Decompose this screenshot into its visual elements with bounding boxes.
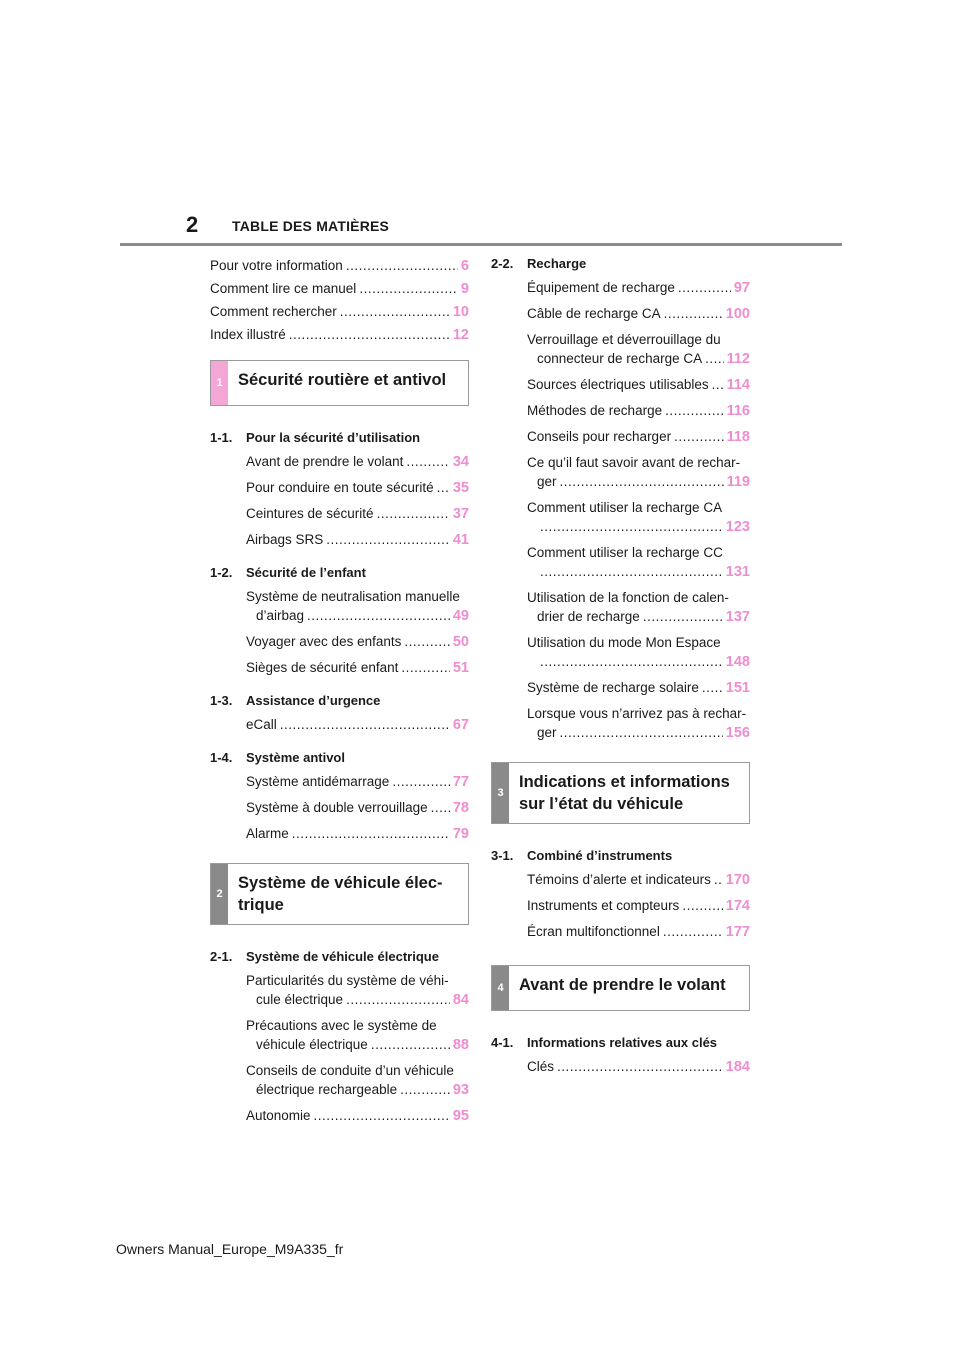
dot-leader (400, 1080, 450, 1099)
toc-entry[interactable] (491, 675, 750, 701)
dot-leader (371, 1035, 450, 1054)
entry-title: Témoins d’alerte et indicateurs (527, 872, 711, 887)
section-number: 2-1. (210, 949, 233, 964)
dot-leader (557, 1057, 723, 1076)
entry-title-line1: Particularités du système de véhi- (246, 973, 449, 988)
section-heading[interactable] (491, 1029, 750, 1054)
page-ref: 50 (452, 634, 469, 650)
page-ref: 148 (725, 654, 750, 670)
dot-leader (663, 922, 723, 941)
dot-leader (401, 658, 450, 677)
page-ref: 114 (726, 377, 750, 393)
section-title: Système antivol (246, 750, 345, 765)
section-items (210, 769, 469, 847)
entry-title: Index illustré (210, 326, 286, 342)
section-number: 3-1. (491, 848, 514, 863)
entry-line2 (527, 517, 750, 537)
page-ref: 37 (452, 506, 469, 522)
page-ref: 119 (726, 474, 750, 490)
dot-leader (431, 798, 450, 817)
entry-title-line2: ger (537, 474, 557, 489)
entry-title: Comment lire ce manuel (210, 280, 357, 296)
chapter-3-box[interactable] (491, 762, 750, 824)
section-title: Combiné d’instruments (527, 848, 673, 863)
entry-title: Pour conduire en toute sécurité (246, 480, 434, 495)
section-items (491, 867, 750, 945)
toc-entry[interactable] (491, 495, 750, 540)
entry-title-line1: Conseils de conduite d’un véhicule (246, 1063, 454, 1078)
section-s4-1 (491, 1029, 750, 1086)
entry-title-line2: cule électrique (256, 992, 344, 1007)
toc-entry[interactable] (491, 398, 750, 424)
dot-leader (326, 530, 450, 549)
toc-entry[interactable] (491, 630, 750, 675)
section-items (491, 1054, 750, 1080)
dot-leader (314, 1106, 450, 1125)
chapter-title: Système de véhicule élec- trique (238, 874, 443, 914)
dot-leader (678, 278, 731, 297)
dot-leader (560, 472, 724, 491)
toc-right-column (491, 254, 750, 1086)
dot-leader (280, 715, 450, 734)
entry-title: Autonomie (246, 1108, 311, 1123)
chapter-1-box[interactable] (210, 360, 469, 406)
entry-title: Écran multifonctionnel (527, 924, 660, 939)
entry-line2 (246, 606, 469, 626)
dot-leader (712, 375, 724, 394)
dot-leader (540, 517, 723, 536)
page-ref: 84 (452, 992, 469, 1008)
dot-leader (540, 562, 723, 581)
page-ref: 123 (725, 519, 750, 535)
page-ref: 100 (725, 306, 750, 322)
entry-line2 (246, 1035, 469, 1055)
toc-entry[interactable] (210, 1013, 469, 1058)
toc-entry[interactable] (210, 323, 469, 346)
toc-entry[interactable] (210, 968, 469, 1013)
section-s1-4 (210, 744, 469, 853)
toc-entry[interactable] (491, 867, 750, 893)
page-ref: 95 (452, 1108, 469, 1124)
page-ref: 184 (725, 1059, 750, 1075)
section-title: Recharge (527, 256, 587, 271)
page-ref: 9 (460, 280, 469, 297)
section-title: Informations relatives aux clés (527, 1035, 718, 1050)
dot-leader (643, 607, 723, 626)
section-heading[interactable] (210, 424, 469, 449)
page-ref: 116 (726, 403, 750, 419)
toc-entry[interactable] (210, 254, 469, 277)
toc-entry[interactable] (491, 301, 750, 327)
footer-doc-id: Owners Manual_Europe_M9A335_fr (116, 1241, 344, 1257)
dot-leader (340, 302, 450, 321)
entry-title: Ceintures de sécurité (246, 506, 374, 521)
dot-leader (664, 304, 723, 323)
dot-leader (540, 652, 723, 671)
page-number: 2 (186, 212, 199, 237)
toc-entry[interactable] (210, 821, 469, 847)
page-ref: 12 (452, 326, 469, 343)
section-heading[interactable] (210, 943, 469, 968)
dot-leader (674, 427, 724, 446)
entry-title-line2: électrique rechargeable (256, 1082, 398, 1097)
entry-title: Voyager avec des enfants (246, 634, 402, 649)
page-ref: 177 (725, 924, 750, 940)
chapter-tab: 2 (211, 864, 228, 924)
page-ref: 41 (452, 532, 469, 548)
page-ref: 97 (733, 280, 750, 296)
page-ref: 174 (725, 898, 750, 914)
toc-entry[interactable] (210, 795, 469, 821)
section-s2-2 (491, 254, 750, 752)
intro-list (210, 254, 469, 346)
toc-entry[interactable] (210, 475, 469, 501)
section-heading[interactable] (210, 559, 469, 584)
toc-entry[interactable] (210, 300, 469, 323)
page-ref: 51 (452, 660, 469, 676)
dot-leader (437, 478, 450, 497)
chapter-4-box[interactable] (491, 965, 750, 1011)
section-items (210, 584, 469, 681)
page-ref: 67 (452, 717, 469, 733)
entry-title: Alarme (246, 826, 289, 841)
entry-title: Airbags SRS (246, 532, 324, 547)
section-number: 4-1. (491, 1035, 514, 1050)
page-ref: 34 (452, 454, 469, 470)
section-number: 2-2. (491, 256, 514, 271)
page-ref: 49 (452, 608, 469, 624)
entry-title: Sièges de sécurité enfant (246, 660, 399, 675)
chapter-title: Indications et informations sur l’état du véhicule (519, 773, 730, 813)
dot-leader (705, 349, 723, 368)
section-title: Sécurité de l’enfant (246, 565, 366, 580)
section-heading[interactable] (210, 687, 469, 712)
entry-title: Système antidémarrage (246, 774, 390, 789)
dot-leader (406, 452, 450, 471)
chapter-2-box[interactable] (210, 863, 469, 925)
dot-leader (307, 606, 450, 625)
page-ref: 151 (725, 680, 750, 696)
section-heading[interactable] (491, 254, 750, 275)
header-rule (120, 243, 842, 246)
section-items (210, 449, 469, 553)
section-number: 1-4. (210, 750, 233, 765)
entry-title: Sources électriques utilisables (527, 377, 709, 392)
toc-entry[interactable] (210, 584, 469, 629)
entry-title-line2: connecteur de recharge CA (537, 351, 703, 366)
entry-line2 (527, 472, 750, 492)
entry-line2 (527, 652, 750, 672)
entry-title-line1: Système de neutralisation manuelle (246, 589, 460, 604)
page-ref: 78 (452, 800, 469, 816)
section-title: Pour la sécurité d’utilisation (246, 430, 421, 445)
toc-entry[interactable] (491, 701, 750, 746)
entry-title-line2: drier de recharge (537, 609, 640, 624)
dot-leader (665, 401, 724, 420)
dot-leader (682, 896, 722, 915)
entry-title-line1: Utilisation du mode Mon Espace (527, 635, 721, 650)
entry-title: Pour votre information (210, 257, 343, 273)
section-s1-2 (210, 559, 469, 687)
page-ref: 118 (726, 429, 750, 445)
toc-entry[interactable] (210, 277, 469, 300)
toc-entry[interactable] (491, 327, 750, 372)
page-ref: 137 (725, 609, 750, 625)
toc-entry[interactable] (210, 655, 469, 681)
toc-entry[interactable] (210, 449, 469, 475)
entry-title-line1: Utilisation de la fonction de calen- (527, 590, 729, 605)
entry-title-line1: Lorsque vous n’arrivez pas à rechar- (527, 706, 747, 721)
page-ref: 112 (726, 351, 750, 367)
toc-entry[interactable] (491, 424, 750, 450)
toc-entry[interactable] (491, 540, 750, 585)
toc-entry[interactable] (210, 769, 469, 795)
entry-title-line2: d’airbag (256, 608, 305, 623)
section-items (210, 712, 469, 738)
toc-entry[interactable] (210, 501, 469, 527)
chapter-tab: 3 (492, 763, 509, 823)
section-s1-1 (210, 424, 469, 559)
entry-title: eCall (246, 717, 277, 732)
dot-leader (560, 723, 723, 742)
section-s1-3 (210, 687, 469, 744)
toc-entry[interactable] (491, 372, 750, 398)
toc-entry[interactable] (210, 1103, 469, 1129)
entry-title: Instruments et compteurs (527, 898, 680, 913)
chapter-tab: 4 (492, 966, 509, 1010)
toc-entry[interactable] (491, 275, 750, 301)
page-ref: 35 (452, 480, 469, 496)
section-items (491, 275, 750, 746)
dot-leader (392, 772, 450, 791)
dot-leader (404, 632, 450, 651)
entry-line2 (246, 1080, 469, 1100)
page-ref: 6 (460, 257, 469, 274)
page-ref: 79 (452, 826, 469, 842)
entry-line2 (527, 349, 750, 369)
toc-entry[interactable] (491, 919, 750, 945)
toc-entry[interactable] (491, 585, 750, 630)
entry-title-line2: véhicule électrique (256, 1037, 368, 1052)
entry-title-line1: Ce qu’il faut savoir avant de rechar- (527, 455, 741, 470)
section-number: 1-1. (210, 430, 233, 445)
page-ref: 88 (452, 1037, 469, 1053)
chapter-tab: 1 (211, 361, 228, 405)
section-s3-1 (491, 842, 750, 951)
dot-leader (346, 990, 450, 1009)
entry-title: Câble de recharge CA (527, 306, 661, 321)
dot-leader (714, 870, 723, 889)
toc-entry[interactable] (210, 712, 469, 738)
entry-title: Équipement de recharge (527, 280, 675, 295)
section-heading[interactable] (491, 842, 750, 867)
dot-leader (346, 256, 458, 275)
entry-line2 (527, 562, 750, 582)
page-ref: 77 (452, 774, 469, 790)
entry-title-line2: ger (537, 725, 557, 740)
entry-title: Système de recharge solaire (527, 680, 699, 695)
entry-title-line1: Précautions avec le système de (246, 1018, 437, 1033)
toc-entry[interactable] (491, 893, 750, 919)
entry-title: Comment rechercher (210, 303, 337, 319)
entry-title: Clés (527, 1059, 555, 1074)
toc-entry[interactable] (210, 629, 469, 655)
dot-leader (359, 279, 458, 298)
entry-title: Avant de prendre le volant (246, 454, 404, 469)
toc-entry[interactable] (491, 450, 750, 495)
dot-leader (377, 504, 450, 523)
page-ref: 93 (452, 1082, 469, 1098)
page-ref: 131 (725, 564, 750, 580)
dot-leader (289, 325, 450, 344)
section-s2-1 (210, 943, 469, 1135)
toc-entry[interactable] (210, 527, 469, 553)
toc-left-column (210, 254, 469, 1135)
page-ref: 156 (725, 725, 750, 741)
section-items (210, 968, 469, 1129)
entry-title-line1: Comment utiliser la recharge CA (527, 500, 723, 515)
dot-leader (292, 824, 450, 843)
section-title: Système de véhicule électrique (246, 949, 439, 964)
page-ref: 10 (452, 303, 469, 320)
dot-leader (702, 678, 723, 697)
entry-title: Conseils pour recharger (527, 429, 672, 444)
entry-line2 (527, 607, 750, 627)
entry-title-line1: Verrouillage et déverrouillage du (527, 332, 721, 347)
toc-entry[interactable] (491, 1054, 750, 1080)
page-ref: 170 (725, 872, 750, 888)
section-title: Assistance d’urgence (246, 693, 381, 708)
entry-title: Système à double verrouillage (246, 800, 428, 815)
section-heading[interactable] (210, 744, 469, 769)
entry-line2 (246, 990, 469, 1010)
entry-line2 (527, 723, 750, 743)
chapter-title: Avant de prendre le volant (519, 976, 726, 994)
entry-title: Méthodes de recharge (527, 403, 663, 418)
section-number: 1-2. (210, 565, 233, 580)
section-number: 1-3. (210, 693, 233, 708)
chapter-title: Sécurité routière et antivol (238, 371, 447, 389)
toc-entry[interactable] (210, 1058, 469, 1103)
header-title: TABLE DES MATIÈRES (232, 218, 390, 234)
entry-title-line1: Comment utiliser la recharge CC (527, 545, 723, 560)
